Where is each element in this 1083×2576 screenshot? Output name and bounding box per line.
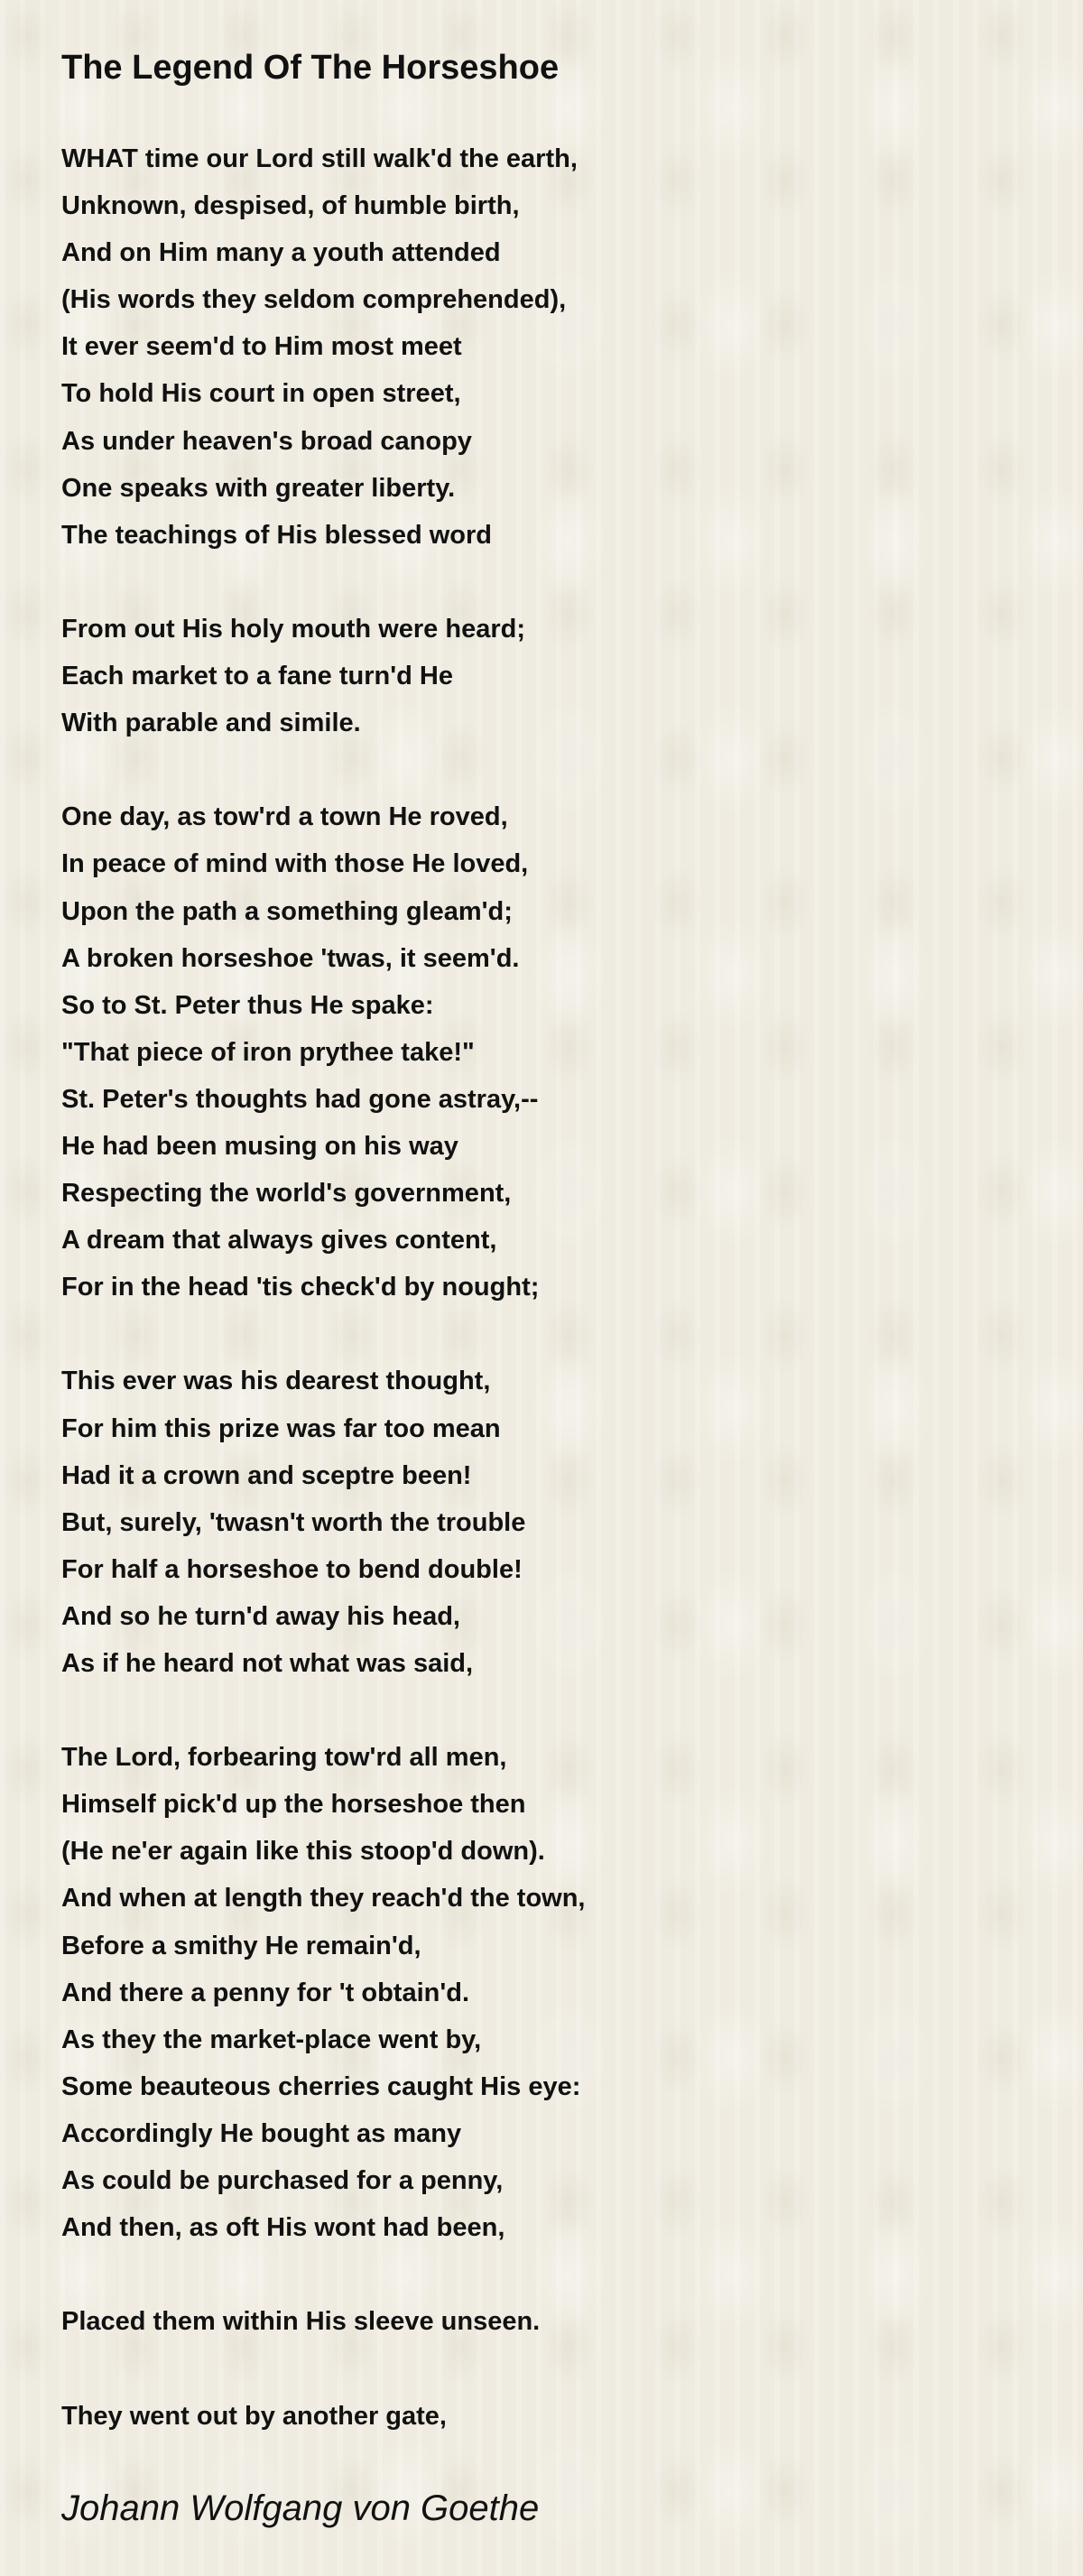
poem-line: (He ne'er again like this stoop'd down). (61, 1837, 545, 1867)
poem-line: One day, as tow'rd a town He roved, (61, 802, 508, 832)
poem-title: The Legend Of The Horseshoe (61, 49, 560, 87)
stanza-break (61, 1687, 1036, 1734)
poem-line: Accordingly He bought as many (61, 2118, 462, 2148)
poem-line: And then, as oft His wont had been, (61, 2213, 505, 2243)
poem-line: With parable and simile. (61, 709, 361, 738)
poem-author: Johann Wolfgang von Goethe (61, 2488, 540, 2528)
poem-line: One speaks with greater liberty. (61, 473, 456, 503)
poem-line: As they the market-place went by, (61, 2025, 482, 2054)
stanza-break (61, 746, 1036, 793)
poem-line: For half a horseshoe to bend double! (61, 1554, 523, 1584)
poem-line: St. Peter's thoughts had gone astray,-- (61, 1084, 539, 1114)
poem-line: A dream that always gives content, (61, 1226, 497, 1256)
poem-line: The teachings of His blessed word (61, 520, 492, 550)
poem-line: As under heaven's broad canopy (61, 426, 472, 456)
poem-line: Had it a crown and sceptre been! (61, 1460, 472, 1490)
stanza-break (61, 2251, 1036, 2298)
poem-line: They went out by another gate, (61, 2401, 447, 2431)
poem-line: He had been musing on his way (61, 1131, 458, 1161)
poem-line: And so he turn'd away his head, (61, 1601, 460, 1631)
poem-line: It ever seem'd to Him most meet (61, 332, 462, 362)
poem-line: And when at length they reach'd the town, (61, 1884, 586, 1913)
poem-line: WHAT time our Lord still walk'd the earth, (61, 144, 578, 173)
poem-line: This ever was his dearest thought, (61, 1367, 491, 1396)
poem-line: But, surely, 'twasn't worth the trouble (61, 1507, 526, 1537)
poem-line: From out His holy mouth were heard; (61, 614, 525, 644)
poem-line: Upon the path a something gleam'd; (61, 896, 513, 926)
stanza-break (61, 1311, 1036, 1357)
poem-body (61, 135, 1036, 2440)
poem-line: And there a penny for 't obtain'd. (61, 1978, 470, 2007)
poem-line: As could be purchased for a penny, (61, 2166, 504, 2196)
poem-line: Placed them within His sleeve unseen. (61, 2307, 541, 2337)
poem-line: "That piece of iron prythee take!" (61, 1037, 475, 1067)
poem-line: (His words they seldom comprehended), (61, 285, 567, 315)
poem-line: The Lord, forbearing tow'rd all men, (61, 1743, 507, 1773)
poem-line: For him this prize was far too mean (61, 1413, 501, 1443)
stanza-break (61, 559, 1036, 606)
stanza-break (61, 2345, 1036, 2392)
poem-line: Unknown, despised, of humble birth, (61, 191, 520, 221)
poem-line: Respecting the world's government, (61, 1179, 512, 1209)
poem-line: So to St. Peter thus He spake: (61, 990, 434, 1020)
poem-line: In peace of mind with those He loved, (61, 849, 529, 879)
poem-line: And on Him many a youth attended (61, 238, 501, 268)
poem-line: Before a smithy He remain'd, (61, 1931, 421, 1960)
poem-line: A broken horseshoe 'twas, it seem'd. (61, 943, 520, 973)
poem-line: As if he heard not what was said, (61, 1649, 474, 1678)
poem-line: Each market to a fane turn'd He (61, 662, 453, 691)
poem-line: Some beauteous cherries caught His eye: (61, 2071, 581, 2101)
poem-line: To hold His court in open street, (61, 379, 461, 409)
poem-line: For in the head 'tis check'd by nought; (61, 1273, 540, 1302)
poem-line: Himself pick'd up the horseshoe then (61, 1790, 526, 1820)
